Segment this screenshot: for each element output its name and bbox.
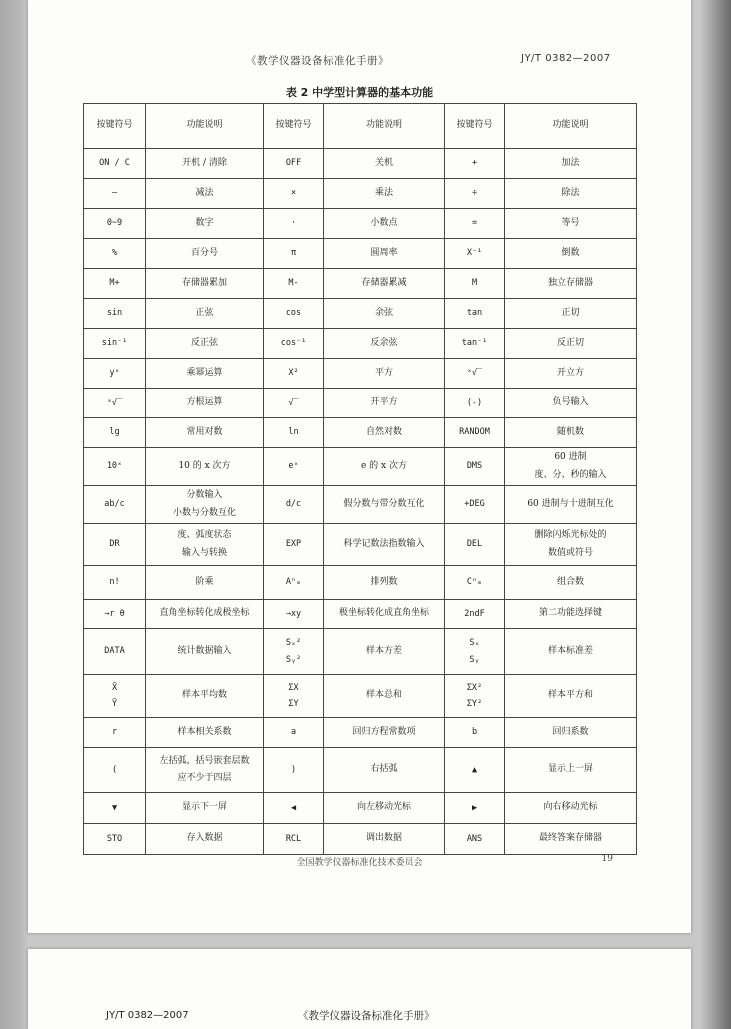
col-header-function: 功能说明 <box>324 104 445 149</box>
function-description-cell: 加法 <box>505 149 637 179</box>
function-description-cell: 倒数 <box>505 239 637 269</box>
key-symbol-cell: ab/c <box>84 486 146 524</box>
key-symbol-cell: √‾ <box>264 389 324 418</box>
function-description-cell: 存储器累减 <box>324 269 445 299</box>
key-symbol-cell: ( <box>84 748 146 793</box>
function-description-cell: 方根运算 <box>146 389 264 418</box>
function-description-cell: 样本总和 <box>324 675 445 718</box>
function-description-cell: 科学记数法指数输入 <box>324 524 445 566</box>
key-symbol-cell: ˣ√‾ <box>445 359 505 389</box>
function-description-cell: 余弦 <box>324 299 445 329</box>
key-symbol-cell: d/c <box>264 486 324 524</box>
key-symbol-cell: M <box>445 269 505 299</box>
function-description-cell: e 的 x 次方 <box>324 448 445 486</box>
key-symbol-cell: ON / C <box>84 149 146 179</box>
key-symbol-cell: M- <box>264 269 324 299</box>
function-description-cell: 回归方程常数项 <box>324 718 445 748</box>
function-description-cell: 等号 <box>505 209 637 239</box>
key-symbol-cell: ▶ <box>445 793 505 824</box>
col-header-key-symbol: 按键符号 <box>445 104 505 149</box>
key-symbol-cell: = <box>445 209 505 239</box>
table-row <box>84 524 637 566</box>
running-header-title: 《教学仪器设备标准化手册》 <box>298 1010 435 1022</box>
key-symbol-cell: ▼ <box>84 793 146 824</box>
key-symbol-cell: yˣ <box>84 359 146 389</box>
function-description-cell: 开立方 <box>505 359 637 389</box>
document-page-next <box>28 949 691 1029</box>
function-description-cell: 减法 <box>146 179 264 209</box>
table-row <box>84 359 637 389</box>
key-symbol-cell: π <box>264 239 324 269</box>
function-description-cell: 反正弦 <box>146 329 264 359</box>
key-symbol-cell: ÷ <box>445 179 505 209</box>
function-description-cell: 显示下一屏 <box>146 793 264 824</box>
key-symbol-cell: ◀ <box>264 793 324 824</box>
function-description-cell: 存入数据 <box>146 824 264 855</box>
function-description-cell: 反余弦 <box>324 329 445 359</box>
key-symbol-cell: +DEG <box>445 486 505 524</box>
table-row <box>84 389 637 418</box>
key-symbol-cell: sin⁻¹ <box>84 329 146 359</box>
table-row <box>84 824 637 855</box>
function-description-cell: 平方 <box>324 359 445 389</box>
function-description-cell: 除法 <box>505 179 637 209</box>
key-symbol-cell: % <box>84 239 146 269</box>
function-description-cell: 假分数与带分数互化 <box>324 486 445 524</box>
table-row <box>84 149 637 179</box>
function-description-cell: 60 进制与十进制互化 <box>505 486 637 524</box>
running-header-standard-code: JY/T 0382—2007 <box>521 53 611 64</box>
function-description-cell: 右括弧 <box>324 748 445 793</box>
function-description-cell: 回归系数 <box>505 718 637 748</box>
table-row <box>84 418 637 448</box>
function-description-cell: 小数点 <box>324 209 445 239</box>
table-row <box>84 448 637 486</box>
table-row <box>84 566 637 600</box>
function-description-cell: 乘法 <box>324 179 445 209</box>
key-symbol-cell: (-) <box>445 389 505 418</box>
page-footer-committee: 全国教学仪器标准化技术委员会 <box>296 858 423 868</box>
table-caption: 表 2 中学型计算器的基本功能 <box>285 86 434 99</box>
key-symbol-cell: ANS <box>445 824 505 855</box>
key-symbol-cell: ln <box>264 418 324 448</box>
key-symbol-cell: ΣX² ΣY² <box>445 675 505 718</box>
function-description-cell: 组合数 <box>505 566 637 600</box>
function-description-cell: 正弦 <box>146 299 264 329</box>
table-row <box>84 239 637 269</box>
key-symbol-cell: Cⁿₘ <box>445 566 505 600</box>
table-row <box>84 269 637 299</box>
key-symbol-cell: STO <box>84 824 146 855</box>
key-symbol-cell: tan⁻¹ <box>445 329 505 359</box>
function-description-cell: 开机 / 清除 <box>146 149 264 179</box>
table-row <box>84 675 637 718</box>
key-symbol-cell: DEL <box>445 524 505 566</box>
running-header-standard-code: JY/T 0382—2007 <box>106 1010 189 1021</box>
key-symbol-cell: n! <box>84 566 146 600</box>
key-symbol-cell: cos⁻¹ <box>264 329 324 359</box>
key-symbol-cell: EXP <box>264 524 324 566</box>
col-header-key-symbol: 按键符号 <box>264 104 324 149</box>
col-header-function: 功能说明 <box>146 104 264 149</box>
key-symbol-cell: X² <box>264 359 324 389</box>
key-symbol-cell: RANDOM <box>445 418 505 448</box>
function-description-cell: 向右移动光标 <box>505 793 637 824</box>
calculator-functions-table <box>83 103 637 855</box>
function-description-cell: 调出数据 <box>324 824 445 855</box>
key-symbol-cell: →xy <box>264 600 324 629</box>
key-symbol-cell: M+ <box>84 269 146 299</box>
key-symbol-cell: 10ˣ <box>84 448 146 486</box>
function-description-cell: 反正切 <box>505 329 637 359</box>
function-description-cell: 度、弧度状态 输入与转换 <box>146 524 264 566</box>
function-description-cell: 样本平方和 <box>505 675 637 718</box>
function-description-cell: 圆周率 <box>324 239 445 269</box>
table-row <box>84 209 637 239</box>
function-description-cell: 删除闪烁光标处的 数值或符号 <box>505 524 637 566</box>
function-description-cell: 随机数 <box>505 418 637 448</box>
table-row <box>84 748 637 793</box>
function-description-cell: 阶乘 <box>146 566 264 600</box>
key-symbol-cell: · <box>264 209 324 239</box>
table-row <box>84 629 637 675</box>
key-symbol-cell: RCL <box>264 824 324 855</box>
key-symbol-cell: Sₓ² Sᵧ² <box>264 629 324 675</box>
key-symbol-cell: — <box>84 179 146 209</box>
key-symbol-cell: tan <box>445 299 505 329</box>
running-header-title: 《教学仪器设备标准化手册》 <box>246 55 389 67</box>
table-row <box>84 179 637 209</box>
page-number: 19 <box>601 854 613 864</box>
function-description-cell: 自然对数 <box>324 418 445 448</box>
key-symbol-cell: ΣX ΣY <box>264 675 324 718</box>
document-page-19 <box>28 0 691 933</box>
function-description-cell: 最终答案存储器 <box>505 824 637 855</box>
function-description-cell: 数字 <box>146 209 264 239</box>
function-description-cell: 极坐标转化成直角坐标 <box>324 600 445 629</box>
key-symbol-cell: Sₓ Sᵧ <box>445 629 505 675</box>
key-symbol-cell: + <box>445 149 505 179</box>
key-symbol-cell: ) <box>264 748 324 793</box>
function-description-cell: 直角坐标转化成极坐标 <box>146 600 264 629</box>
function-description-cell: 10 的 x 次方 <box>146 448 264 486</box>
key-symbol-cell: × <box>264 179 324 209</box>
function-description-cell: 60 进制 度、分、秒的输入 <box>505 448 637 486</box>
key-symbol-cell: ˣ√‾ <box>84 389 146 418</box>
key-symbol-cell: ▲ <box>445 748 505 793</box>
key-symbol-cell: 0~9 <box>84 209 146 239</box>
function-description-cell: 独立存储器 <box>505 269 637 299</box>
function-description-cell: 左括弧，括号嵌套层数 应不少于四层 <box>146 748 264 793</box>
key-symbol-cell: DR <box>84 524 146 566</box>
table-row <box>84 329 637 359</box>
key-symbol-cell: sin <box>84 299 146 329</box>
function-description-cell: 第二功能选择键 <box>505 600 637 629</box>
function-description-cell: 开平方 <box>324 389 445 418</box>
function-description-cell: 存储器累加 <box>146 269 264 299</box>
table-header-row <box>84 104 637 149</box>
key-symbol-cell: X̄ Ȳ <box>84 675 146 718</box>
table-row <box>84 600 637 629</box>
function-description-cell: 百分号 <box>146 239 264 269</box>
function-description-cell: 显示上一屏 <box>505 748 637 793</box>
table-row <box>84 486 637 524</box>
function-description-cell: 样本相关系数 <box>146 718 264 748</box>
key-symbol-cell: OFF <box>264 149 324 179</box>
function-description-cell: 样本平均数 <box>146 675 264 718</box>
key-symbol-cell: DATA <box>84 629 146 675</box>
key-symbol-cell: 2ndF <box>445 600 505 629</box>
function-description-cell: 样本方差 <box>324 629 445 675</box>
table-row <box>84 718 637 748</box>
col-header-key-symbol: 按键符号 <box>84 104 146 149</box>
table-row <box>84 299 637 329</box>
key-symbol-cell: Aⁿₘ <box>264 566 324 600</box>
function-description-cell: 分数输入 小数与分数互化 <box>146 486 264 524</box>
function-description-cell: 正切 <box>505 299 637 329</box>
function-description-cell: 常用对数 <box>146 418 264 448</box>
key-symbol-cell: →r θ <box>84 600 146 629</box>
function-description-cell: 负号输入 <box>505 389 637 418</box>
function-description-cell: 关机 <box>324 149 445 179</box>
col-header-function: 功能说明 <box>505 104 637 149</box>
key-symbol-cell: r <box>84 718 146 748</box>
table-row <box>84 793 637 824</box>
function-description-cell: 向左移动光标 <box>324 793 445 824</box>
key-symbol-cell: a <box>264 718 324 748</box>
key-symbol-cell: DMS <box>445 448 505 486</box>
key-symbol-cell: b <box>445 718 505 748</box>
key-symbol-cell: eˣ <box>264 448 324 486</box>
function-description-cell: 排列数 <box>324 566 445 600</box>
key-symbol-cell: X⁻¹ <box>445 239 505 269</box>
function-description-cell: 乘幂运算 <box>146 359 264 389</box>
key-symbol-cell: cos <box>264 299 324 329</box>
function-description-cell: 样本标准差 <box>505 629 637 675</box>
function-description-cell: 统计数据输入 <box>146 629 264 675</box>
key-symbol-cell: lg <box>84 418 146 448</box>
